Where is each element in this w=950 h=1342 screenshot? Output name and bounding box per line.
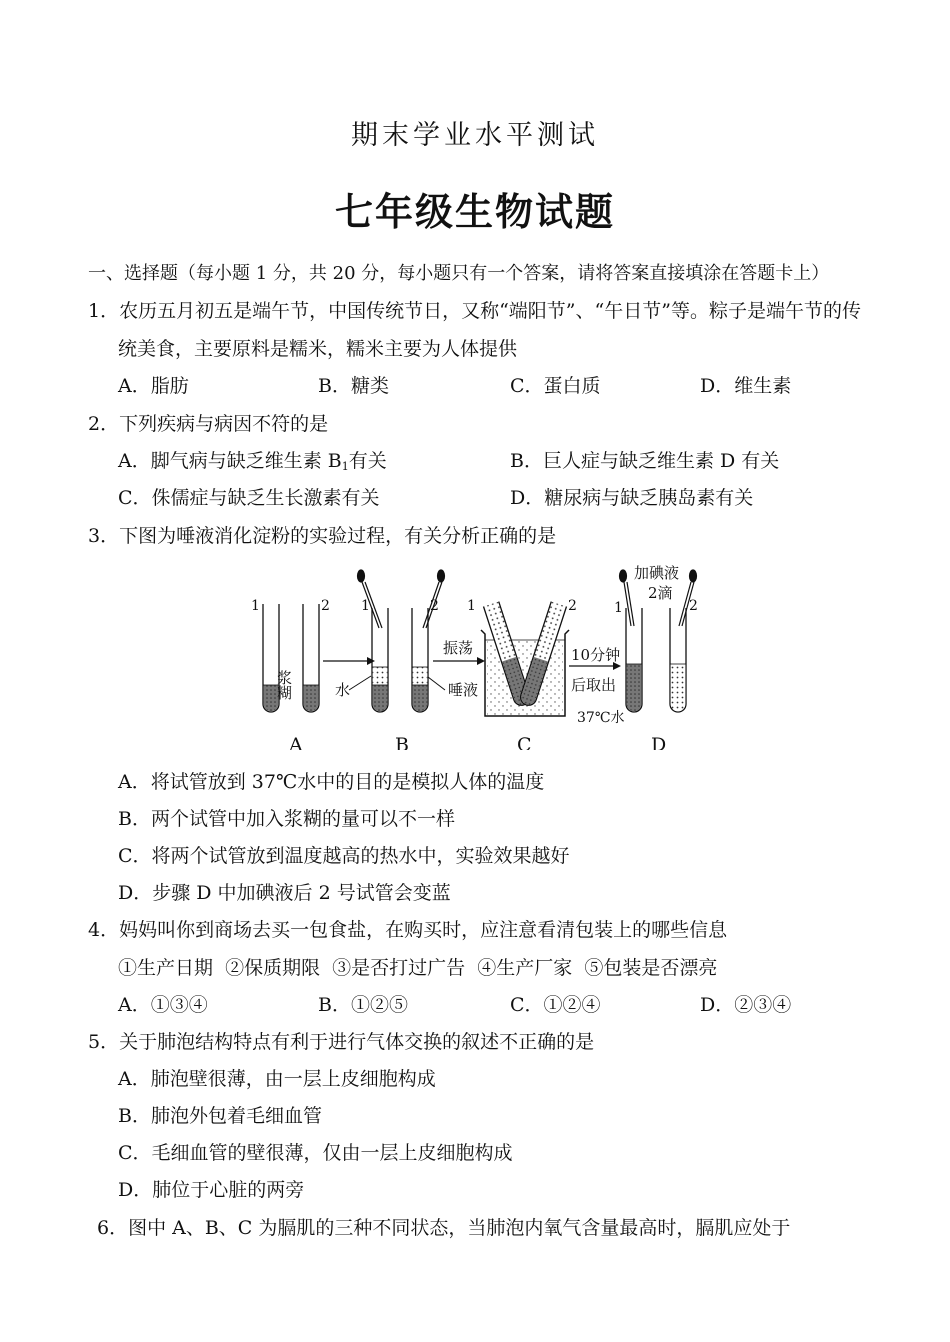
fig-label-shui: 水 <box>335 681 351 699</box>
fig-label-zhendang: 振荡 <box>443 639 474 657</box>
q5-option-d: D．肺位于心脏的两旁 <box>118 1179 305 1201</box>
fig-label-iodine: 加碘液 <box>634 564 680 582</box>
saliva-starch-experiment-figure <box>245 560 715 750</box>
q2-option-b: B．巨人症与缺乏维生素 D 有关 <box>510 450 780 472</box>
q2-option-c: C．侏儒症与缺乏生长激素有关 <box>118 487 380 509</box>
test-tube-d2 <box>670 608 686 712</box>
fig-label-quchu: 后取出 <box>571 676 617 694</box>
fig-label-tube-2-b: 2 <box>430 598 439 614</box>
fig-label-time: 10分钟 <box>571 646 621 664</box>
fig-label-tube-1-c: 1 <box>467 598 476 614</box>
fig-label-d: D <box>651 734 667 750</box>
q2-option-a: A．脚气病与缺乏维生素 $B_1$有关 <box>118 450 387 473</box>
fig-label-c: C <box>517 734 532 750</box>
test-tube-a2 <box>303 604 319 712</box>
fig-label-a: A <box>289 734 303 750</box>
fig-label-iodine-drops: 2滴 <box>648 584 673 602</box>
fig-label-jianghu: 浆糊 <box>275 670 293 700</box>
q4-option-a: A．①③④ <box>118 994 208 1016</box>
q5-option-c: C．毛细血管的壁很薄，仅由一层上皮细胞构成 <box>118 1142 513 1164</box>
q1-option-a: A．脂肪 <box>118 375 189 397</box>
q2-stem: 2．下列疾病与病因不符的是 <box>88 413 329 435</box>
q3-option-c: C．将两个试管放到温度越高的热水中，实验效果越好 <box>118 845 570 867</box>
exam-title: 七年级生物试题 <box>334 189 615 234</box>
q3-stem: 3．下图为唾液消化淀粉的实验过程，有关分析正确的是 <box>88 525 557 547</box>
q5-option-b: B．肺泡外包着毛细血管 <box>118 1105 322 1127</box>
fig-label-b: B <box>395 734 409 750</box>
test-tube-b2 <box>412 608 428 712</box>
q1-option-b: B．糖类 <box>318 375 389 397</box>
dropper-d1 <box>620 570 635 626</box>
q6-stem: 6．图中 A、B、C 为膈肌的三种不同状态，当肺泡内氧气含量最高时，膈肌应处于 <box>97 1217 791 1239</box>
q5-stem: 5．关于肺泡结构特点有利于进行气体交换的叙述不正确的是 <box>88 1031 595 1053</box>
fig-label-tube-1-a: 1 <box>251 598 260 614</box>
q1-stem-line1: 1．农历五月初五是端午节，中国传统节日，又称“端阳节”、“午日节”等。粽子是端午节的传 <box>88 300 861 322</box>
fig-label-tube-2-d: 2 <box>689 598 698 614</box>
fig-label-tube-1-b: 1 <box>361 598 370 614</box>
q2-option-d: D．糖尿病与缺乏胰岛素有关 <box>510 487 754 509</box>
q1-stem-line2: 统美食，主要原料是糯米，糯米主要为人体提供 <box>118 338 518 360</box>
beaker-c <box>481 602 569 716</box>
fig-label-tube-2-c: 2 <box>568 598 577 614</box>
fig-label-tube-1-d: 1 <box>614 600 623 616</box>
q1-option-c: C．蛋白质 <box>510 375 601 397</box>
fig-label-temp: 37℃水 <box>577 710 625 726</box>
exam-subtitle: 期末学业水平测试 <box>351 120 599 151</box>
q5-option-a: A．肺泡壁很薄，由一层上皮细胞构成 <box>118 1068 436 1090</box>
q4-option-c: C．①②④ <box>510 994 601 1016</box>
q3-option-b: B．两个试管中加入浆糊的量可以不一样 <box>118 808 455 830</box>
q4-option-b: B．①②⑤ <box>318 994 408 1016</box>
q4-items: ①生产日期 ②保质期限 ③是否打过广告 ④生产厂家 ⑤包装是否漂亮 <box>118 957 718 979</box>
fig-label-tuoye: 唾液 <box>448 681 479 699</box>
q4-stem: 4．妈妈叫你到商场去买一包食盐，在购买时，应注意看清包装上的哪些信息 <box>88 919 728 941</box>
fig-label-tube-2-a: 2 <box>321 598 330 614</box>
q4-option-d: D．②③④ <box>700 994 792 1016</box>
q3-option-a: A．将试管放到 37℃水中的目的是模拟人体的温度 <box>118 771 545 793</box>
q3-option-d: D．步骤 D 中加碘液后 2 号试管会变蓝 <box>118 882 451 904</box>
section-heading: 一、选择题（每小题 1 分，共 20 分，每小题只有一个答案，请将答案直接填涂在答题卡上） <box>88 263 830 284</box>
q1-option-d: D．维生素 <box>700 375 792 397</box>
